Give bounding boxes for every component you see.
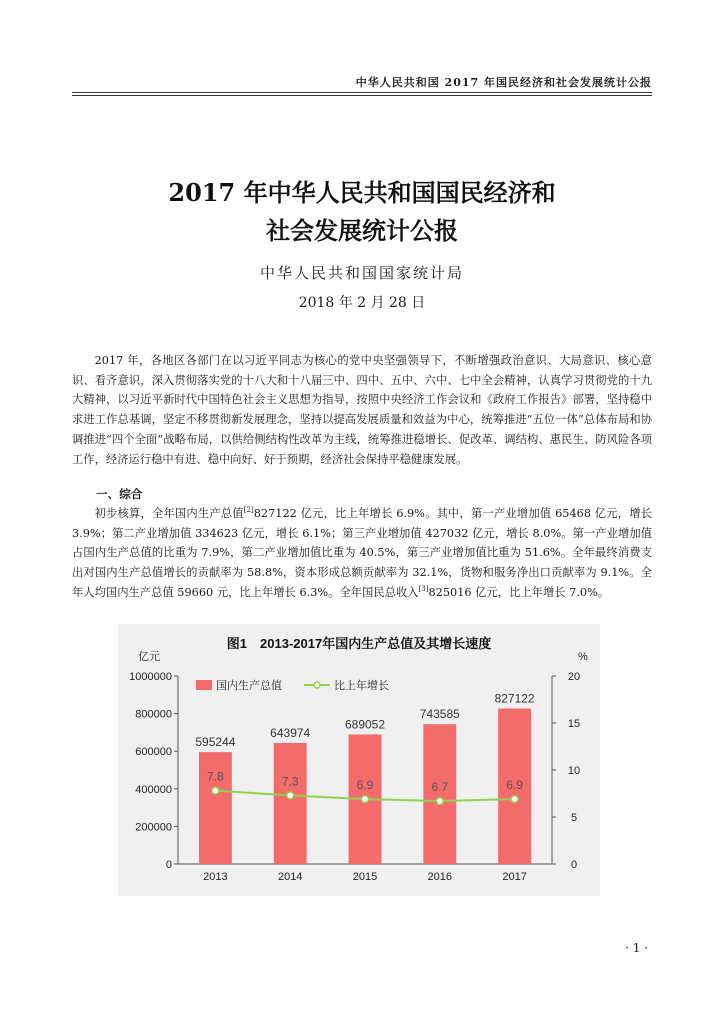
y-tick-label: 400000 <box>135 783 172 796</box>
gdp-chart-svg <box>118 624 600 896</box>
title-line-2: 社会发展统计公报 <box>266 216 458 245</box>
y2-tick-label: 15 <box>567 718 581 730</box>
summary-text-b: 827122 亿元，比上年增长 6.9%。其中，第一产业增加值 65468 亿元，增长 3.9%；第二产业增加值 334623 亿元，增长 6.1%；第三产业增加值 427032 亿元，增长 8.0%。第一产业增加值占国内生产总值的比重为 7.9%，第二产业增加值比重为 40.5%，第三产业增加值比重为 51.6%。全年最终消费支出对国内生产总值增长的贡献率为 58.8%，资本形成总额贡献率为 32.1%，货物和服务净出口贡献率为 9.1%。全年人均国内生产总值 59660 元，比上年增长 6.3%。全年国民总收入 <box>72 507 652 599</box>
footnote-ref-2: [2] <box>243 506 254 515</box>
y-tick-label: 0 <box>165 859 172 871</box>
document-title <box>72 174 652 250</box>
y-tick-label: 600000 <box>135 746 172 759</box>
legend-label-gdp: 国内生产总值 <box>216 680 282 692</box>
growth-rate-point <box>212 787 219 794</box>
legend-label-growth: 比上年增长 <box>334 680 389 692</box>
x-tick-label: 2013 <box>203 871 228 883</box>
y-tick-label: 200000 <box>135 821 172 834</box>
y2-tick-label: 20 <box>567 671 581 683</box>
x-tick-label: 2015 <box>352 871 378 883</box>
issuer: 中华人民共和国国家统计局 <box>259 264 464 282</box>
page-number: · 1 · <box>625 941 648 955</box>
legend-swatch-gdp <box>196 680 212 690</box>
growth-rate-point <box>511 796 518 803</box>
x-tick-label: 2016 <box>427 871 453 883</box>
x-tick-label: 2014 <box>277 871 303 883</box>
growth-rate-point <box>362 796 369 803</box>
intro-paragraph: 2017 年，各地区各部门在以习近平同志为核心的党中央坚强领导下，不断增强政治意识、大局意识、核心意识、看齐意识，深入贯彻落实党的十八大和十八届三中、四中、五中、六中、七中全会精神，认真学习贯彻党的十九大精神，以习近平新时代中国特色社会主义思想为指导，按照中央经济工作会议和《政府工作报告》部署，坚持稳中求进工作总基调，坚定不移贯彻新发展理念，坚持以提高发展质量和效益为中心，统筹推进“五位一体”总体布局和协调推进“四个全面”战略布局，以供给侧结构性改革为主线，统筹推进稳增长、促改革、调结构、惠民生、防风险各项工作，经济运行稳中有进、稳中向好、好于预期，经济社会保持平稳健康发展。 <box>72 354 652 466</box>
x-tick-label: 2017 <box>502 871 527 883</box>
footnote-ref-3: [3] <box>418 585 429 594</box>
section-heading: 一、综合 <box>96 487 143 501</box>
y2-tick-label: 10 <box>567 765 581 777</box>
growth-rate-point <box>436 798 443 805</box>
header-rule <box>72 92 652 93</box>
gdp-bar-label: 827122 <box>494 691 535 706</box>
summary-text-a: 初步核算，全年国内生产总值 <box>94 507 244 520</box>
gdp-bar-label: 689052 <box>344 717 386 732</box>
growth-rate-point <box>287 792 294 799</box>
y-tick-label: 1000000 <box>129 671 172 683</box>
growth-rate-label: 6.9 <box>506 778 523 793</box>
y2-tick-label: 0 <box>570 859 578 871</box>
gdp-bar <box>274 743 307 864</box>
growth-rate-label: 6.7 <box>431 780 449 795</box>
header-rule-double <box>72 95 652 96</box>
y2-axis-label: % <box>578 651 588 663</box>
gdp-bar <box>423 724 456 864</box>
summary-text-c: 825016 亿元，比上年增长 7.0%。 <box>428 585 610 599</box>
growth-rate-label: 6.9 <box>356 778 374 793</box>
chart-title: 图1 2013-2017年国内生产总值及其增长速度 <box>226 636 492 651</box>
y-axis-label: 亿元 <box>138 651 160 663</box>
growth-rate-label: 7.8 <box>207 769 224 784</box>
publish-date: 2018 年 2 月 28 日 <box>298 295 426 311</box>
running-header: 中华人民共和国 2017 年国民经济和社会发展统计公报 <box>355 76 652 89</box>
gdp-chart <box>118 624 600 896</box>
y-tick-label: 800000 <box>135 708 172 721</box>
gdp-bar-label: 743585 <box>419 707 460 722</box>
summary-paragraph <box>72 504 652 603</box>
title-line-1: 2017 年中华人民共和国国民经济和 <box>168 178 556 207</box>
growth-rate-label: 7.3 <box>281 774 299 789</box>
y2-tick-label: 5 <box>570 812 578 824</box>
gdp-bar-label: 643974 <box>270 725 311 740</box>
legend-marker-growth <box>314 682 320 688</box>
gdp-bar-label: 595244 <box>195 735 236 750</box>
